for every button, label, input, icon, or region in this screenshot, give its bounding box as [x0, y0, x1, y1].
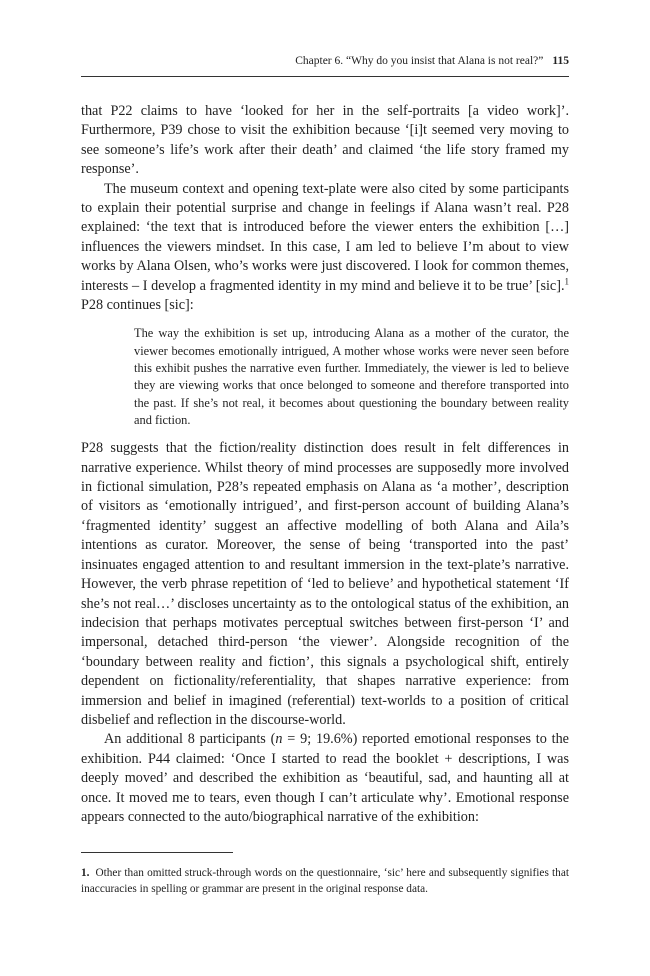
- running-header: [81, 55, 569, 73]
- paragraph-4: [81, 730, 569, 827]
- footnote-rule: [81, 852, 233, 853]
- paragraph-4-part-b: = 9; 19.6%) reported emotional responses to the exhibition. P44 claimed: ‘Once I started to read the booklet + descriptions, I was deeply moved’ and described the exhibition as ‘beautiful, sad, and haunting all at once. It moved me to tears, even though I can’t articulate why’. Emotional response appears connected to the auto/biographical narrative of the exhibition:: [81, 731, 569, 825]
- running-title: Chapter 6. “Why do you insist that Alana is not real?”: [295, 55, 544, 67]
- page-number: 115: [552, 55, 569, 67]
- block-quote: The way the exhibition is set up, introducing Alana as a mother of the curator, the viewer becomes emotionally intrigued, A mother whose works were never seen before this exhibit pushes the narrative even further. Immediately, the viewer is led to believe they are viewing works that once belonged to someone and therefore transported into the past. If she’s not real, it becomes about questioning the boundary between reality and fiction.: [134, 326, 569, 427]
- paragraph-2-text: The museum context and opening text-plate were also cited by some participants to explain their potential surprise and change in feelings if Alana wasn’t real. P28 explained: ‘the text that is introduced before the viewer enters the exhibition […] influences the viewers mindset. In this case, I am led to believe I’m about to view works by Alana Olsen, who’s works were just discovered. I look for common themes, interests – I develop a fragmented identity in my mind and believe it to be true’ [sic].: [81, 180, 569, 294]
- paragraph-1: that P22 claims to have ‘looked for her in the self-portraits [a video work]’. Furthermore, P39 chose to visit the exhibition because ‘[i]t seemed very moving to see someone’s life’s work after their death’ and claimed ‘the life story framed my response’.: [81, 103, 569, 178]
- footnote-ref-1[interactable]: 1: [564, 275, 569, 286]
- footnote-text: Other than omitted struck-through words on the questionnaire, ‘sic’ here and subsequently signifies that inaccuracies in spelling or grammar are present in the original response data.: [81, 867, 569, 896]
- footnote-number: 1.: [81, 867, 90, 879]
- paragraph-2-tail: P28 continues [sic]:: [81, 297, 194, 314]
- header-rule: [81, 76, 569, 77]
- sample-size-symbol: n: [275, 731, 283, 748]
- footnote-1: [81, 865, 569, 897]
- paragraph-3: P28 suggests that the fiction/reality distinction does result in felt differences in narrative experience. Whilst theory of mind processes are supposedly more involved in fictional simulation, P28’s repeated emphasis on Alana as ‘a mother’, description of visitors as ‘emotionally intrigued’, and first-person account of building Alana’s ‘fragmented identity’ suggest an affective modelling of both Alana and Aila’s intentions as curator. Moreover, the sense of being ‘transported into the past’ insinuates engaged attention to and resultant immersion in the text-plate’s narrative. However, the verb phrase repetition of ‘led to believe’ and hypothetical statement ‘If she’s not real…’ discloses uncertainty as to the ontological status of the exhibition, an indecision that perhaps motivates perceptual switches between first-person ‘I’ and impersonal, detached third-person ‘the viewer’. Alongside recognition of the ‘boundary between reality and fiction’, this signals a psychological shift, entirely dependent on fictionality/referentiality, that shapes narrative experience: from immersion and belief in imagined (referential) text-worlds to a position of critical disbelief and reflection in the discourse-world.: [81, 440, 569, 728]
- paragraph-4-part-a: An additional 8 participants (: [104, 731, 276, 748]
- paragraph-2: [81, 180, 569, 316]
- main-text: [81, 102, 569, 827]
